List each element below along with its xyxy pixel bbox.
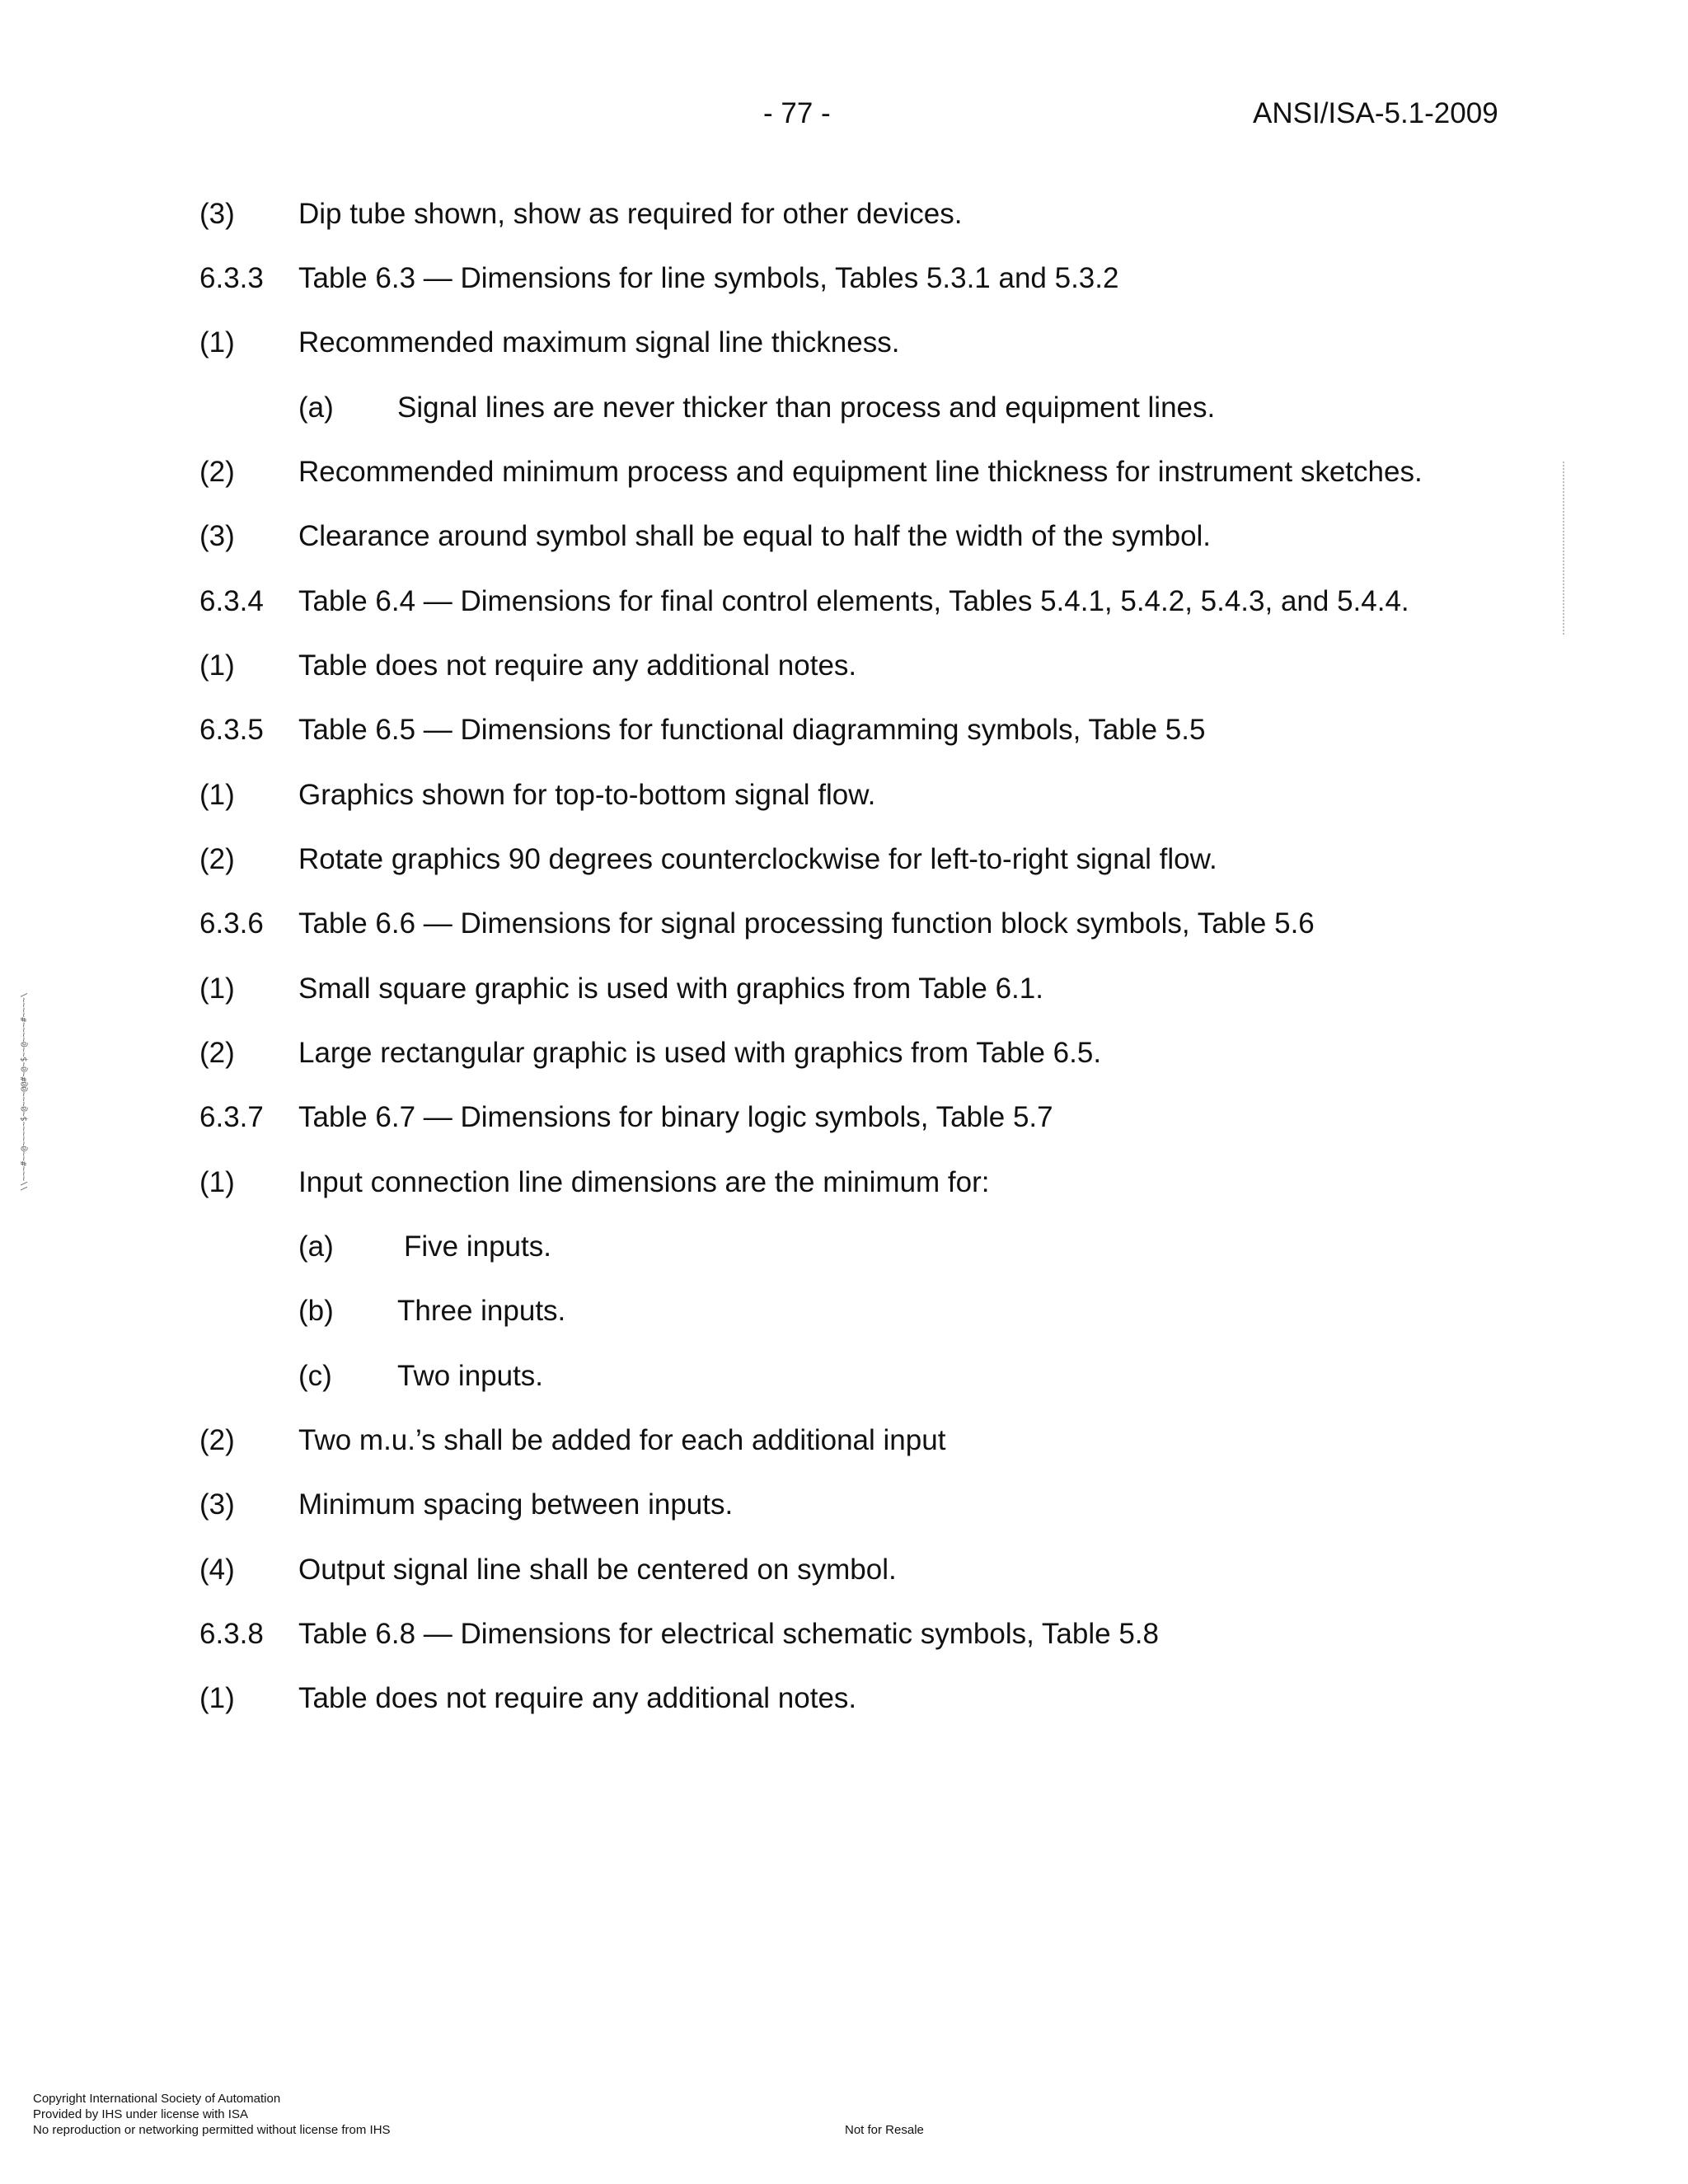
side-watermark-left: \\~~~#~~@~~~~~$~@~~~@@#~@~$~~@~~~~#~~~~\ bbox=[20, 992, 29, 1191]
copyright-footer bbox=[33, 2091, 391, 2138]
page-number: - 77 - bbox=[763, 97, 831, 129]
item-text: Input connection line dimensions are the minimum for: bbox=[298, 1166, 990, 1198]
item-text: Graphics shown for top-to-bottom signal flow. bbox=[298, 779, 876, 811]
document-id: ANSI/ISA-5.1-2009 bbox=[1253, 97, 1498, 129]
section-title: Table 6.6 — Dimensions for signal processing function block symbols, Table 5.6 bbox=[298, 907, 1315, 940]
item-number: (3) bbox=[199, 520, 235, 552]
section-title: Table 6.3 — Dimensions for line symbols, Tables 5.3.1 and 5.3.2 bbox=[298, 262, 1119, 294]
section-title: Table 6.8 — Dimensions for electrical schematic symbols, Table 5.8 bbox=[298, 1618, 1159, 1650]
item-text: Small square graphic is used with graphics from Table 6.1. bbox=[298, 972, 1043, 1005]
item-number: (1) bbox=[199, 649, 235, 682]
item-text: Rotate graphics 90 degrees counterclockwise for left-to-right signal flow. bbox=[298, 843, 1217, 875]
item-text: Dip tube shown, show as required for other devices. bbox=[298, 198, 963, 230]
item-number: (4) bbox=[199, 1554, 235, 1586]
item-number: (1) bbox=[199, 1166, 235, 1198]
item-text: Two m.u.’s shall be added for each additional input bbox=[298, 1424, 946, 1456]
section-title: Table 6.5 — Dimensions for functional diagramming symbols, Table 5.5 bbox=[298, 714, 1206, 746]
section-title: Table 6.4 — Dimensions for final control elements, Tables 5.4.1, 5.4.2, 5.4.3, and 5.4.4. bbox=[298, 585, 1409, 617]
item-text: Table does not require any additional notes. bbox=[298, 649, 857, 682]
item-text: Recommended maximum signal line thickness. bbox=[298, 326, 900, 359]
item-number: (2) bbox=[199, 456, 235, 488]
item-number: (2) bbox=[199, 843, 235, 875]
reproduction-line: No reproduction or networking permitted without license from IHS bbox=[33, 2123, 391, 2137]
section-number: 6.3.7 bbox=[199, 1101, 264, 1133]
item-text: Five inputs. bbox=[404, 1230, 551, 1263]
item-text: Signal lines are never thicker than process and equipment lines. bbox=[397, 391, 1216, 424]
item-number: (3) bbox=[199, 1488, 235, 1521]
item-text: Three inputs. bbox=[397, 1295, 566, 1327]
item-text: Output signal line shall be centered on symbol. bbox=[298, 1554, 897, 1586]
section-number: 6.3.3 bbox=[199, 262, 264, 294]
item-text: Two inputs. bbox=[397, 1360, 544, 1392]
item-text: Table does not require any additional notes. bbox=[298, 1682, 857, 1714]
item-number: (2) bbox=[199, 1424, 235, 1456]
item-number: (b) bbox=[298, 1295, 334, 1327]
item-number: (1) bbox=[199, 779, 235, 811]
section-number: 6.3.8 bbox=[199, 1618, 264, 1650]
item-number: (1) bbox=[199, 1682, 235, 1714]
copyright-line: Copyright International Society of Automation bbox=[33, 2092, 281, 2106]
item-number: (1) bbox=[199, 326, 235, 359]
item-number: (a) bbox=[298, 391, 334, 424]
section-title: Table 6.7 — Dimensions for binary logic symbols, Table 5.7 bbox=[298, 1101, 1053, 1133]
side-watermark-right bbox=[1563, 462, 1571, 635]
item-text: Recommended minimum process and equipment line thickness for instrument sketches. bbox=[298, 456, 1423, 488]
item-number: (1) bbox=[199, 972, 235, 1005]
item-number: (a) bbox=[298, 1230, 334, 1263]
section-number: 6.3.6 bbox=[199, 907, 264, 940]
item-number: (c) bbox=[298, 1360, 332, 1392]
item-text: Minimum spacing between inputs. bbox=[298, 1488, 734, 1521]
license-line: Provided by IHS under license with ISA bbox=[33, 2107, 248, 2121]
section-number: 6.3.4 bbox=[199, 585, 264, 617]
item-text: Clearance around symbol shall be equal to half the width of the symbol. bbox=[298, 520, 1212, 552]
item-text: Large rectangular graphic is used with graphics from Table 6.5. bbox=[298, 1037, 1102, 1069]
item-number: (3) bbox=[199, 198, 235, 230]
not-for-resale-label: Not for Resale bbox=[845, 2123, 924, 2137]
item-number: (2) bbox=[199, 1037, 235, 1069]
section-number: 6.3.5 bbox=[199, 714, 264, 746]
